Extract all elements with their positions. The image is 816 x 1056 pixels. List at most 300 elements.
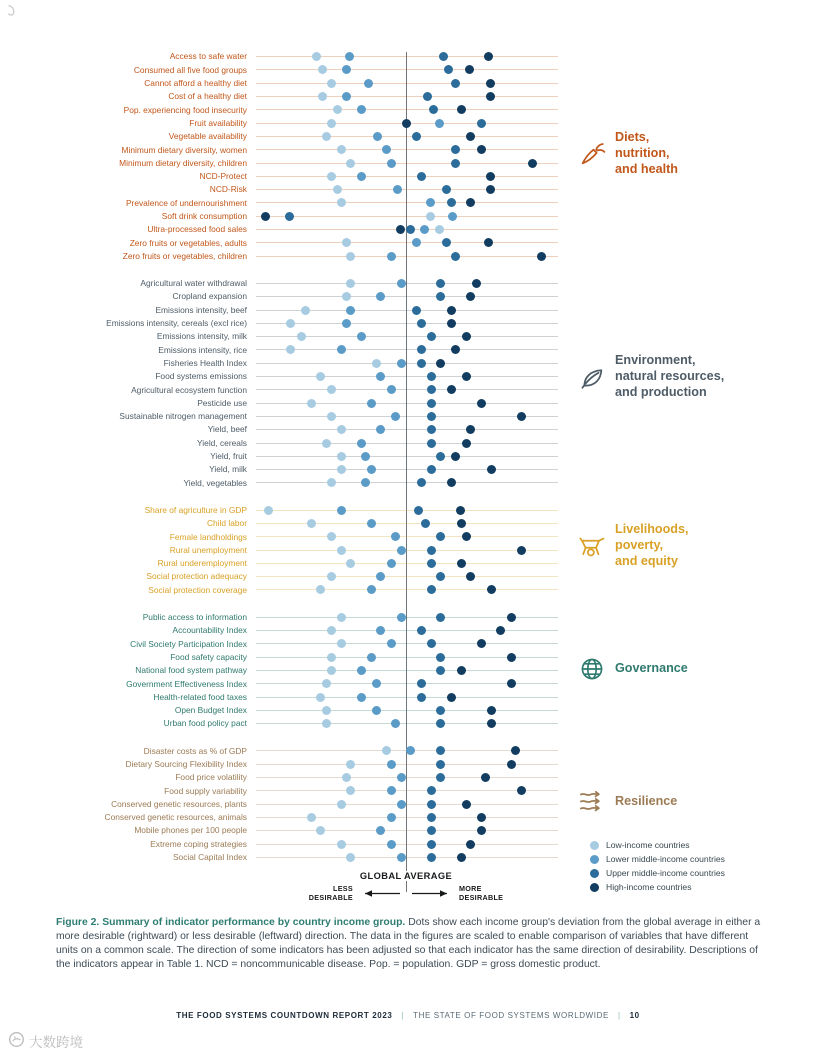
indicator-label: Emissions intensity, beef [155, 304, 247, 315]
dot-high-income [447, 385, 456, 394]
indicator-row [50, 50, 558, 63]
desirability-arrows [246, 885, 566, 903]
dot-high-income [507, 653, 516, 662]
indicator-row [50, 811, 558, 824]
dot-lower-middle-income [391, 719, 400, 728]
indicator-row [50, 583, 558, 596]
indicator-label: Child labor [206, 518, 247, 529]
row-gridline [256, 216, 558, 217]
category-name-line: poverty, [615, 537, 664, 552]
indicator-row [50, 744, 558, 757]
dot-high-income [517, 546, 526, 555]
dot-upper-middle-income [427, 853, 436, 862]
dot-upper-middle-income [477, 119, 486, 128]
indicator-plot [254, 210, 558, 223]
indicator-plot [254, 650, 558, 663]
dot-low-income [286, 319, 295, 328]
indicator-plot [254, 436, 558, 449]
dot-high-income [466, 198, 475, 207]
indicator-label: Food supply variability [164, 785, 247, 796]
indicator-label: Vegetable availability [168, 131, 247, 142]
dot-high-income [457, 519, 466, 528]
dot-low-income [327, 626, 336, 635]
indicator-label: Emissions intensity, milk [156, 331, 247, 342]
indicator-plot [254, 63, 558, 76]
indicator-row [50, 476, 558, 489]
dot-low-income [327, 572, 336, 581]
category-name-line: nutrition, [615, 145, 670, 160]
dot-high-income [462, 800, 471, 809]
row-gridline [256, 804, 558, 805]
dot-high-income [528, 159, 537, 168]
indicator-row [50, 290, 558, 303]
dot-upper-middle-income [427, 439, 436, 448]
category-name [615, 794, 677, 810]
row-gridline [256, 136, 558, 137]
indicator-plot [254, 170, 558, 183]
dot-upper-middle-income [436, 279, 445, 288]
dot-upper-middle-income [427, 840, 436, 849]
indicator-plot [254, 130, 558, 143]
dot-low-income [426, 212, 435, 221]
dot-lower-middle-income [367, 585, 376, 594]
row-gridline [256, 469, 558, 470]
row-gridline [256, 149, 558, 150]
dot-high-income [457, 105, 466, 114]
dot-high-income [466, 425, 475, 434]
row-gridline [256, 443, 558, 444]
indicator-label: Rural underemployment [157, 558, 247, 569]
indicator-row [50, 504, 558, 517]
indicator-plot [254, 103, 558, 116]
dot-high-income [477, 826, 486, 835]
dot-low-income [337, 198, 346, 207]
dot-high-income [462, 332, 471, 341]
indicator-plot [254, 277, 558, 290]
dot-low-income [346, 760, 355, 769]
dot-low-income [322, 706, 331, 715]
figure-caption-body: Dots show each income group's deviation from the global average in either a more desirable (rightward) or less desirable (leftward) direction. The data in the figures are scaled to enable comparison of variables that have different units on a common scale. The direction of some indicators has been adjusted so that each indicator has the same direction of desirability. Descriptions of the indicators appear in Table 1. NCD = noncommunicable disease. Pop. = population. GDP = gross domestic product. [56, 917, 761, 970]
legend-item [590, 866, 725, 880]
indicator-row [50, 103, 558, 116]
dot-upper-middle-income [417, 319, 426, 328]
dot-high-income [462, 532, 471, 541]
dot-lower-middle-income [376, 292, 385, 301]
dot-upper-middle-income [417, 172, 426, 181]
indicator-row [50, 277, 558, 290]
indicator-plot [254, 824, 558, 837]
dot-upper-middle-income [406, 225, 415, 234]
indicator-row [50, 170, 558, 183]
dot-low-income [327, 172, 336, 181]
dot-high-income [517, 412, 526, 421]
indicator-label: Extreme coping strategies [150, 838, 247, 849]
indicator-plot [254, 249, 558, 262]
dot-high-income [487, 706, 496, 715]
indicator-label: Mobile phones per 100 people [134, 825, 247, 836]
indicator-plot [254, 664, 558, 677]
dot-lower-middle-income [397, 853, 406, 862]
dot-upper-middle-income [412, 306, 421, 315]
dot-lower-middle-income [342, 65, 351, 74]
indicator-plot [254, 690, 558, 703]
indicator-row [50, 704, 558, 717]
chart-group [50, 504, 558, 597]
dot-low-income [337, 465, 346, 474]
indicator-row [50, 436, 558, 449]
dot-high-income [466, 292, 475, 301]
dot-upper-middle-income [412, 132, 421, 141]
watermark [8, 1031, 83, 1051]
row-gridline [256, 697, 558, 698]
more-label-line1: MORE [459, 884, 482, 894]
indicator-plot [254, 303, 558, 316]
indicator-plot [254, 236, 558, 249]
dot-high-income [481, 773, 490, 782]
globe-icon [578, 655, 606, 683]
indicator-label: Consumed all five food groups [133, 64, 247, 75]
indicator-row [50, 530, 558, 543]
row-gridline [256, 163, 558, 164]
dot-low-income [337, 452, 346, 461]
dot-high-income [465, 65, 474, 74]
indicator-plot [254, 77, 558, 90]
dot-lower-middle-income [357, 105, 366, 114]
page-footer [0, 1011, 816, 1020]
dot-low-income [307, 519, 316, 528]
dot-high-income [447, 319, 456, 328]
dot-low-income [327, 653, 336, 662]
dot-high-income [447, 306, 456, 315]
dot-lower-middle-income [376, 826, 385, 835]
dot-low-income [316, 826, 325, 835]
indicator-label: Fruit availability [189, 117, 247, 128]
indicator-label: Pop. experiencing food insecurity [123, 104, 247, 115]
figure-caption-title: Figure 2. Summary of indicator performance by country income group. [56, 917, 406, 928]
indicator-label: Yield, beef [207, 424, 247, 435]
less-label-line1: LESS [333, 884, 353, 894]
dot-low-income [318, 92, 327, 101]
dot-lower-middle-income [387, 813, 396, 822]
category-name-line: Diets, [615, 130, 650, 144]
indicator-row [50, 90, 558, 103]
row-gridline [256, 403, 558, 404]
indicator-label: Access to safe water [169, 51, 247, 62]
dot-low-income [346, 853, 355, 862]
indicator-label: Emissions intensity, rice [158, 344, 247, 355]
dot-lower-middle-income [337, 506, 346, 515]
dot-lower-middle-income [361, 478, 370, 487]
dot-lower-middle-income [364, 79, 373, 88]
corner-watermark-icon [6, 4, 17, 22]
indicator-row [50, 330, 558, 343]
row-gridline [256, 550, 558, 551]
dot-lower-middle-income [448, 212, 457, 221]
indicator-label: Conserved genetic resources, plants [111, 798, 247, 809]
indicator-label: Yield, milk [209, 464, 247, 475]
dot-upper-middle-income [447, 198, 456, 207]
indicator-row [50, 303, 558, 316]
dot-upper-middle-income [442, 185, 451, 194]
dot-lower-middle-income [357, 332, 366, 341]
indicator-row [50, 370, 558, 383]
indicator-row [50, 557, 558, 570]
indicator-label: Yield, cereals [197, 437, 247, 448]
dot-lower-middle-income [406, 746, 415, 755]
dot-high-income [486, 172, 495, 181]
legend [590, 838, 725, 894]
dot-low-income [346, 786, 355, 795]
row-gridline [256, 830, 558, 831]
dot-upper-middle-income [417, 693, 426, 702]
dot-high-income [477, 639, 486, 648]
carrot-icon [578, 140, 606, 168]
indicator-label: Cost of a healthy diet [168, 91, 247, 102]
dot-upper-middle-income [423, 92, 432, 101]
chart-group [50, 611, 558, 731]
dot-upper-middle-income [285, 212, 294, 221]
dot-lower-middle-income [387, 559, 396, 568]
dot-low-income [264, 506, 273, 515]
indicator-plot [254, 370, 558, 383]
category-name-line: natural resources, [615, 368, 725, 383]
row-gridline [256, 296, 558, 297]
indicator-label: Emissions intensity, cereals (excl rice) [106, 318, 247, 329]
row-gridline [256, 69, 558, 70]
dot-low-income [316, 372, 325, 381]
dot-lower-middle-income [387, 840, 396, 849]
dot-low-income [337, 613, 346, 622]
indicator-label: Minimum dietary diversity, children [119, 157, 247, 168]
indicator-label: Accountability Index [172, 625, 247, 636]
dot-high-income [477, 399, 486, 408]
dot-lower-middle-income [397, 279, 406, 288]
dot-upper-middle-income [427, 826, 436, 835]
indicator-label: Open Budget Index [174, 705, 247, 716]
indicator-label: NCD-Risk [209, 184, 247, 195]
indicator-row [50, 837, 558, 850]
indicator-row [50, 210, 558, 223]
indicator-plot [254, 504, 558, 517]
dot-high-income [477, 813, 486, 822]
indicator-row [50, 650, 558, 663]
row-gridline [256, 376, 558, 377]
indicator-row [50, 143, 558, 156]
more-desirable-label [459, 885, 503, 902]
indicator-label: Prevalence of undernourishment [125, 197, 247, 208]
dot-upper-middle-income [427, 372, 436, 381]
footer-page-number: 10 [629, 1011, 640, 1020]
dot-high-income [486, 92, 495, 101]
indicator-row [50, 236, 558, 249]
row-gridline [256, 643, 558, 644]
dot-upper-middle-income [436, 746, 445, 755]
dot-low-income [342, 773, 351, 782]
category-header [578, 522, 688, 570]
dot-high-income [436, 359, 445, 368]
indicator-plot [254, 744, 558, 757]
indicator-row [50, 637, 558, 650]
row-gridline [256, 536, 558, 537]
dot-lower-middle-income [372, 706, 381, 715]
indicator-plot [254, 570, 558, 583]
indicator-plot [254, 317, 558, 330]
dot-lower-middle-income [346, 306, 355, 315]
dot-lower-middle-income [397, 800, 406, 809]
dot-lower-middle-income [391, 532, 400, 541]
dot-upper-middle-income [451, 252, 460, 261]
dot-upper-middle-income [417, 359, 426, 368]
indicator-row [50, 383, 558, 396]
indicator-plot [254, 290, 558, 303]
dot-high-income [507, 679, 516, 688]
indicator-row [50, 784, 558, 797]
dot-upper-middle-income [436, 452, 445, 461]
dot-high-income [451, 452, 460, 461]
indicator-plot [254, 223, 558, 236]
dot-lower-middle-income [357, 172, 366, 181]
indicator-plot [254, 116, 558, 129]
row-gridline [256, 723, 558, 724]
dot-upper-middle-income [417, 626, 426, 635]
dot-upper-middle-income [427, 465, 436, 474]
dot-lower-middle-income [367, 519, 376, 528]
dot-lower-middle-income [397, 359, 406, 368]
dot-lower-middle-income [387, 639, 396, 648]
indicator-plot [254, 476, 558, 489]
indicator-row [50, 677, 558, 690]
legend-dot [590, 869, 599, 878]
indicator-label: Food price volatility [175, 772, 247, 783]
indicator-plot [254, 784, 558, 797]
dot-high-income [511, 746, 520, 755]
dot-lower-middle-income [372, 679, 381, 688]
indicator-label: Yield, vegetables [183, 477, 247, 488]
row-gridline [256, 523, 558, 524]
dot-low-income [337, 639, 346, 648]
legend-item [590, 852, 725, 866]
dot-high-income [466, 132, 475, 141]
indicator-plot [254, 611, 558, 624]
dot-lower-middle-income [342, 92, 351, 101]
dot-lower-middle-income [412, 238, 421, 247]
legend-label: Upper middle-income countries [606, 868, 725, 878]
legend-label: Lower middle-income countries [606, 854, 725, 864]
indicator-row [50, 63, 558, 76]
indicator-label: Social Capital Index [172, 852, 247, 863]
dot-upper-middle-income [429, 105, 438, 114]
dot-upper-middle-income [417, 478, 426, 487]
dot-upper-middle-income [436, 719, 445, 728]
footer-report-title: THE FOOD SYSTEMS COUNTDOWN REPORT 2023 [176, 1011, 393, 1020]
figure-caption [56, 916, 764, 972]
dot-upper-middle-income [451, 159, 460, 168]
indicator-plot [254, 357, 558, 370]
dot-high-income [477, 145, 486, 154]
category-header [578, 130, 678, 178]
dot-upper-middle-income [436, 706, 445, 715]
indicator-row [50, 624, 558, 637]
category-name-line: Resilience [615, 794, 678, 809]
indicator-row [50, 543, 558, 556]
dot-upper-middle-income [427, 585, 436, 594]
indicator-label: Agricultural water withdrawal [140, 278, 247, 289]
category-name-line: and health [615, 161, 678, 176]
row-gridline [256, 96, 558, 97]
indicator-plot [254, 183, 558, 196]
footer-separator: | [617, 1011, 621, 1020]
dot-upper-middle-income [427, 800, 436, 809]
row-gridline [256, 349, 558, 350]
indicator-plot [254, 196, 558, 209]
indicator-row [50, 156, 558, 169]
dot-low-income [327, 385, 336, 394]
dot-high-income [537, 252, 546, 261]
dot-lower-middle-income [397, 546, 406, 555]
watermark-logo-icon [8, 1031, 25, 1051]
dot-high-income [486, 79, 495, 88]
indicator-row [50, 249, 558, 262]
category-name [615, 661, 688, 677]
indicator-plot [254, 463, 558, 476]
indicator-label: Fisheries Health Index [163, 357, 247, 368]
indicator-row [50, 183, 558, 196]
category-name-line: and equity [615, 553, 678, 568]
row-gridline [256, 482, 558, 483]
indicator-row [50, 824, 558, 837]
row-gridline [256, 790, 558, 791]
dot-low-income [327, 666, 336, 675]
indicator-label: Conserved genetic resources, animals [104, 812, 247, 823]
indicator-label: NCD-Protect [199, 171, 247, 182]
row-gridline [256, 429, 558, 430]
row-gridline [256, 857, 558, 858]
dot-lower-middle-income [367, 653, 376, 662]
legend-dot [590, 841, 599, 850]
dot-low-income [337, 425, 346, 434]
dot-high-income [487, 719, 496, 728]
dot-lower-middle-income [397, 613, 406, 622]
dot-lower-middle-income [357, 439, 366, 448]
indicator-label: Ultra-processed food sales [147, 224, 247, 235]
dot-lower-middle-income [382, 145, 391, 154]
indicator-row [50, 797, 558, 810]
dot-low-income [307, 813, 316, 822]
indicator-row [50, 463, 558, 476]
left-arrow-icon [358, 885, 400, 903]
dot-upper-middle-income [444, 65, 453, 74]
dot-low-income [327, 412, 336, 421]
dot-high-income [496, 626, 505, 635]
dot-upper-middle-income [427, 385, 436, 394]
dot-lower-middle-income [376, 572, 385, 581]
dot-high-income [447, 693, 456, 702]
dot-lower-middle-income [397, 773, 406, 782]
indicator-label: Civil Society Participation Index [130, 638, 247, 649]
indicator-plot [254, 717, 558, 730]
dot-lower-middle-income [376, 425, 385, 434]
less-desirable-label [309, 885, 353, 902]
chart-group [50, 50, 558, 263]
watermark-text: 大数跨境 [29, 1035, 83, 1050]
dot-upper-middle-income [427, 399, 436, 408]
more-desirable-side [412, 885, 503, 903]
indicator-plot [254, 557, 558, 570]
indicator-row [50, 664, 558, 677]
indicator-plot [254, 330, 558, 343]
category-name [615, 522, 688, 570]
dot-low-income [316, 585, 325, 594]
